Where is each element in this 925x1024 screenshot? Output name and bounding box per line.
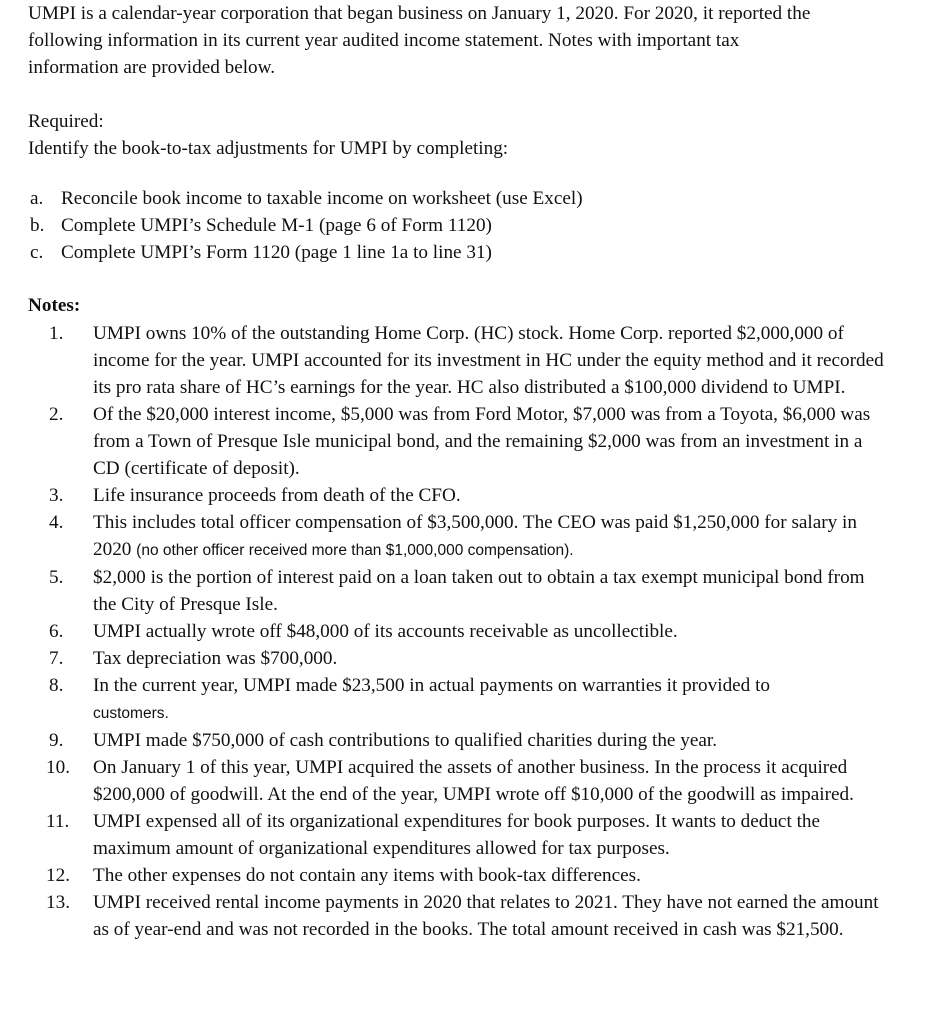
note-text: UMPI expensed all of its organizational expenditures for book purposes. It wants to deduct the maximum amount of organizational expenditures allowed for tax purposes. <box>93 811 821 859</box>
note-number: 13. <box>46 892 70 913</box>
note-text: The other expenses do not contain any items with book-tax differences. <box>93 865 641 886</box>
note-text-main: In the current year, UMPI made $23,500 in actual payments on warranties it provided to <box>93 675 770 696</box>
note-text-main: This includes total officer compensation of $3,500,000. The CEO was paid $1,250,000 for salary in 2020 <box>93 512 857 560</box>
note-number: 7. <box>49 648 64 669</box>
note-item-6 <box>28 618 885 645</box>
note-item-5 <box>28 564 885 618</box>
note-item-10 <box>28 754 885 808</box>
note-text: Life insurance proceeds from death of the CFO. <box>93 485 461 506</box>
note-number: 3. <box>49 485 64 506</box>
task-item-b <box>30 212 885 239</box>
task-text: Complete UMPI’s Schedule M-1 (page 6 of Form 1120) <box>61 215 492 236</box>
note-item-12 <box>28 862 885 889</box>
required-section <box>28 108 885 162</box>
task-text: Complete UMPI’s Form 1120 (page 1 line 1a to line 31) <box>61 242 492 263</box>
note-item-7 <box>28 645 885 672</box>
note-text: $2,000 is the portion of interest paid on a loan taken out to obtain a tax exempt municipal bond from the City of Presque Isle. <box>93 567 865 615</box>
note-item-9 <box>28 727 885 754</box>
note-text: UMPI owns 10% of the outstanding Home Corp. (HC) stock. Home Corp. reported $2,000,000 of income for the year. UMPI accounted for its investment in HC under the equity method and it recorded its pro rata share of HC’s earnings for the year. HC also distributed a $100,000 dividend to UMPI. <box>93 323 884 398</box>
note-number: 6. <box>49 621 64 642</box>
note-number: 8. <box>49 675 64 696</box>
note-number: 10. <box>46 757 70 778</box>
note-number: 12. <box>46 865 70 886</box>
note-number: 1. <box>49 323 64 344</box>
note-text <box>93 509 885 564</box>
note-text-aside: (no other officer received more than $1,000,000 compensation). <box>136 542 574 559</box>
note-text <box>93 672 885 727</box>
note-item-2 <box>28 401 885 482</box>
required-instructions: Identify the book-to-tax adjustments for UMPI by completing: <box>28 138 509 159</box>
task-item-a <box>30 185 885 212</box>
note-text: Tax depreciation was $700,000. <box>93 648 338 669</box>
task-letter: a. <box>30 188 44 209</box>
note-text-aside: customers. <box>93 705 169 722</box>
note-item-13 <box>28 889 885 943</box>
note-text: On January 1 of this year, UMPI acquired the assets of another business. In the process it acquired $200,000 of goodwill. At the end of the year, UMPI wrote off $10,000 of the goodwill as impaired. <box>93 757 854 805</box>
note-number: 9. <box>49 730 64 751</box>
intro-paragraph: UMPI is a calendar-year corporation that began business on January 1, 2020. For 2020, it reported the following information in its current year audited income statement. Notes with important tax information are provided below. <box>28 3 811 78</box>
note-item-11 <box>28 808 885 862</box>
note-number: 2. <box>49 404 64 425</box>
notes-heading: Notes: <box>28 295 81 316</box>
task-item-c <box>30 239 885 266</box>
note-item-1 <box>28 320 885 401</box>
task-letter: c. <box>30 242 44 263</box>
notes-list <box>28 320 885 943</box>
note-item-3 <box>28 482 885 509</box>
note-text: UMPI made $750,000 of cash contributions to qualified charities during the year. <box>93 730 717 751</box>
note-text: Of the $20,000 interest income, $5,000 was from Ford Motor, $7,000 was from a Toyota, $6,000 was from a Town of Presque Isle municipal bond, and the remaining $2,000 was from an investment in a CD (certificate of deposit). <box>93 404 871 479</box>
note-number: 5. <box>49 567 64 588</box>
note-number: 11. <box>46 811 70 832</box>
note-text: UMPI received rental income payments in 2020 that relates to 2021. They have not earned the amount as of year-end and was not recorded in the books. The total amount received in cash was $21,500. <box>93 892 879 940</box>
task-list <box>30 185 885 266</box>
note-item-8 <box>28 672 885 727</box>
required-label: Required: <box>28 111 104 132</box>
note-item-4 <box>28 509 885 564</box>
task-text: Reconcile book income to taxable income on worksheet (use Excel) <box>61 188 583 209</box>
task-letter: b. <box>30 215 45 236</box>
note-number: 4. <box>49 512 64 533</box>
note-text: UMPI actually wrote off $48,000 of its accounts receivable as uncollectible. <box>93 621 678 642</box>
